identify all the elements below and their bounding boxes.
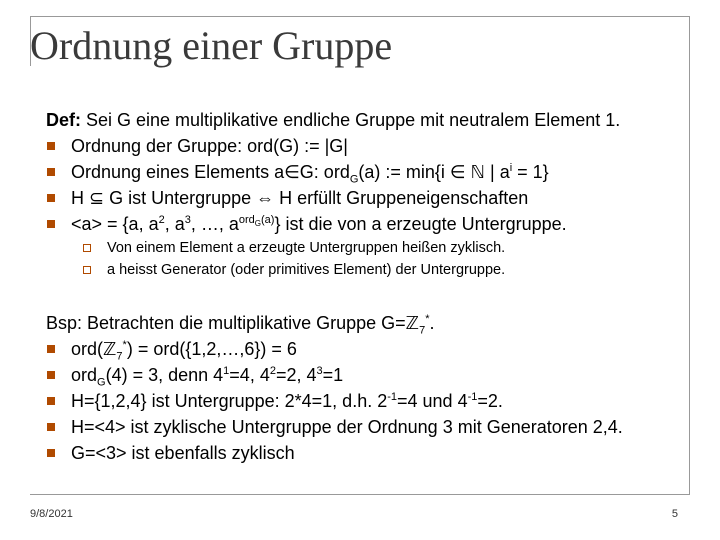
- def-subitem-1: Von einem Element a erzeugte Untergruppen heißen zyklisch.: [46, 237, 696, 259]
- square-bullet-icon: [47, 142, 55, 150]
- example-item-5: G=<3> ist ebenfalls zyklisch: [46, 440, 696, 466]
- def-subitem-2: a heisst Generator (oder primitives Element) der Untergruppe.: [46, 259, 696, 281]
- hollow-square-bullet-icon: [83, 266, 91, 274]
- square-bullet-icon: [47, 423, 55, 431]
- def-item-4: <a> = {a, $a^2$, $a^3$, …, $a^{ord_G(a)}$} ist die von a erzeugte Untergruppe.: [46, 211, 696, 237]
- slide-title: Ordnung einer Gruppe: [30, 23, 393, 68]
- square-bullet-icon: [47, 194, 55, 202]
- def-item-1: Ordnung der Gruppe: ord(G) := |G|: [46, 133, 696, 159]
- example-block: [46, 310, 696, 466]
- example-item-2: ord$_G$(4) = 3, denn $4^1=4$, $4^2=2$, $4^3=1$: [46, 362, 696, 388]
- def-item-2: Ordnung eines Elements a∈G: ord$_G$(a) := min{i ∈ ℕ | $a^i = 1$}: [46, 159, 696, 185]
- def-item-3: H ⊆ G ist Untergruppe ⇔ H erfüllt Gruppeneigenschaften: [46, 185, 696, 211]
- square-bullet-icon: [47, 168, 55, 176]
- example-item-3: H={1,2,4} ist Untergruppe: 2*4=1, d.h. $2^{-1}=4$ und $4^{-1}=2$.: [46, 388, 696, 414]
- page-number: 5: [671, 508, 678, 520]
- example-intro: Bsp: Betrachten die multiplikative Gruppe G=ℤ$_7$*.: [46, 313, 435, 337]
- definition-block: [46, 107, 696, 281]
- square-bullet-icon: [47, 220, 55, 228]
- frame-top-line: [30, 16, 690, 17]
- example-item-4: H=<4> ist zyklische Untergruppe der Ordnung 3 mit Generatoren 2,4.: [46, 414, 696, 440]
- square-bullet-icon: [47, 397, 55, 405]
- frame-bottom-line: [30, 494, 690, 495]
- hollow-square-bullet-icon: [83, 244, 91, 252]
- square-bullet-icon: [47, 371, 55, 379]
- square-bullet-icon: [47, 449, 55, 457]
- def-label: Def:: [46, 110, 81, 130]
- square-bullet-icon: [47, 345, 55, 353]
- footer-date: 9/8/2021: [30, 508, 73, 520]
- def-text: Sei G eine multiplikative endliche Gruppe mit neutralem Element 1.: [81, 110, 621, 130]
- example-item-1: ord(ℤ$_7$*) = ord({1,2,…,6}) = 6: [46, 336, 696, 362]
- definition-line: [46, 107, 696, 133]
